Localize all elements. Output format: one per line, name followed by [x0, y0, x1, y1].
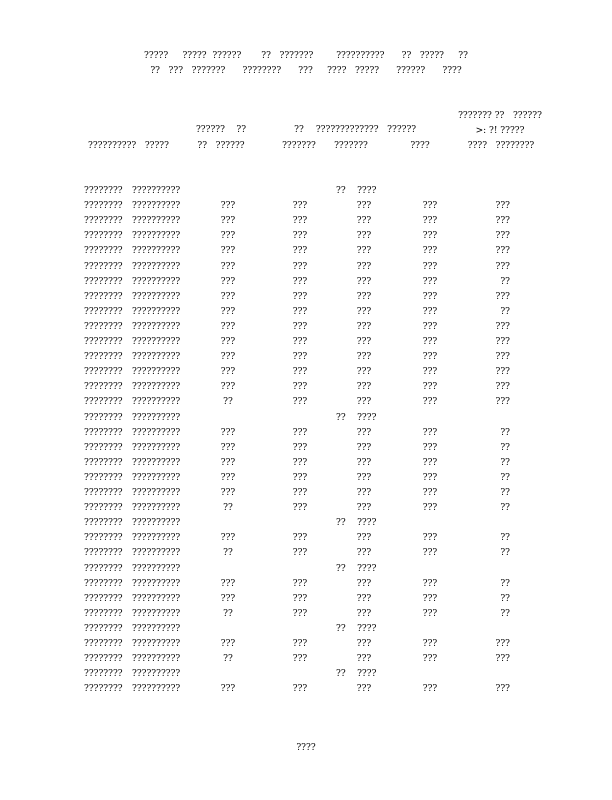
- row-value-c: ???: [356, 548, 372, 559]
- table-row: [0, 456, 612, 471]
- row-value-e: ??: [500, 276, 510, 287]
- row-value-e: ???: [495, 231, 510, 242]
- row-value-e: ??: [500, 503, 510, 514]
- row-value-e: ??: [500, 548, 510, 559]
- row-value-d: ???: [422, 306, 438, 317]
- row-value-e: ??: [500, 457, 510, 468]
- row-subid: ??????????: [132, 186, 181, 196]
- row-value-c: ???: [356, 427, 372, 438]
- row-value-a: ???: [220, 201, 236, 212]
- row-value-b: ???: [292, 261, 308, 272]
- row-id: ????????: [84, 608, 123, 619]
- row-id: ????????: [84, 654, 123, 665]
- table-row: [0, 562, 612, 577]
- row-subid: ??????????: [132, 352, 181, 363]
- row-value-d: ???: [422, 639, 438, 649]
- row-subid: ??????????: [132, 654, 181, 665]
- row-value-d: ???: [422, 382, 438, 393]
- row-value-e: ???: [495, 382, 510, 393]
- row-value-d: ???: [422, 442, 438, 453]
- row-value-e: ??: [500, 488, 510, 498]
- row-value-a: ???: [220, 276, 236, 287]
- row-subid: ??????????: [132, 382, 181, 393]
- table-row: [0, 441, 612, 456]
- row-value-e: ???: [495, 352, 510, 363]
- table-row: [0, 214, 612, 229]
- row-subid: ??????????: [132, 684, 181, 695]
- row-value-c: ???: [356, 201, 372, 212]
- row-value-b: ???: [292, 382, 308, 393]
- table-row: [0, 275, 612, 290]
- row-value-b: ???: [292, 548, 308, 559]
- table-row: [0, 395, 612, 410]
- row-value-d: ???: [422, 337, 438, 347]
- row-id: ????????: [84, 291, 123, 302]
- row-value-b: ???: [292, 457, 308, 468]
- row-value-b: ???: [292, 352, 308, 363]
- row-value-e: ??: [500, 427, 510, 438]
- row-group-label: ?? ????: [336, 623, 377, 634]
- table-row: [0, 607, 612, 622]
- row-value-c: ???: [356, 306, 372, 317]
- row-value-c: ???: [356, 639, 372, 649]
- row-value-a: ???: [220, 246, 236, 257]
- row-value-d: ???: [422, 231, 438, 242]
- table-row: [0, 335, 612, 350]
- row-value-c: ???: [356, 291, 372, 302]
- table-row: [0, 380, 612, 395]
- row-subid: ??????????: [132, 261, 181, 272]
- table-row: [0, 667, 612, 682]
- row-value-b: ???: [292, 503, 308, 514]
- row-value-d: ???: [422, 548, 438, 559]
- row-value-d: ???: [422, 352, 438, 363]
- row-value-d: ???: [422, 593, 438, 604]
- row-subid: ??????????: [132, 608, 181, 619]
- table-row: [0, 244, 612, 259]
- row-value-a: ???: [220, 533, 236, 544]
- row-value-a: ???: [220, 216, 236, 227]
- table-row: [0, 411, 612, 426]
- row-id: ????????: [84, 397, 123, 408]
- row-value-c: ???: [356, 654, 372, 665]
- row-value-d: ???: [422, 427, 438, 438]
- row-value-e: ??: [500, 533, 510, 544]
- row-value-d: ???: [422, 684, 438, 695]
- row-id: ????????: [84, 367, 123, 378]
- row-id: ????????: [84, 503, 123, 514]
- row-subid: ??????????: [132, 533, 181, 544]
- table-row: [0, 516, 612, 531]
- table-row: [0, 320, 612, 335]
- row-subid: ??????????: [132, 276, 181, 287]
- col5-header-line-2: ???????: [334, 141, 368, 151]
- row-value-c: ???: [356, 231, 372, 242]
- row-group-label: ?? ????: [336, 186, 377, 196]
- page-footer: ????: [296, 743, 316, 753]
- row-value-d: ???: [422, 488, 438, 498]
- row-value-a: ??: [223, 608, 233, 619]
- col5-header-line-1: ????????????? ??????: [315, 125, 417, 135]
- table-row: [0, 682, 612, 697]
- row-subid: ??????????: [132, 201, 181, 212]
- row-value-d: ???: [422, 261, 438, 272]
- row-value-a: ???: [220, 367, 236, 378]
- document-title-line-2: ?? ??? ??????? ???????? ??? ???? ????? ?????? ????: [150, 66, 462, 76]
- table-row: [0, 622, 612, 637]
- row-value-d: ???: [422, 216, 438, 227]
- row-id: ????????: [84, 518, 123, 529]
- row-id: ????????: [84, 261, 123, 272]
- row-value-a: ???: [220, 291, 236, 302]
- row-value-d: ???: [422, 472, 438, 483]
- row-subid: ??????????: [132, 397, 181, 408]
- row-subid: ??????????: [132, 548, 181, 559]
- row-value-d: ???: [422, 457, 438, 468]
- row-value-d: ???: [422, 533, 438, 544]
- row-value-a: ???: [220, 321, 236, 332]
- row-subid: ??????????: [132, 246, 181, 257]
- row-value-a: ???: [220, 457, 236, 468]
- row-subid: ??????????: [132, 457, 181, 468]
- row-value-d: ???: [422, 503, 438, 514]
- row-value-b: ???: [292, 488, 308, 498]
- row-value-c: ???: [356, 382, 372, 393]
- col3-header-line-2: ?? ??????: [197, 141, 245, 151]
- row-id: ????????: [84, 186, 123, 196]
- row-value-e: ???: [495, 201, 510, 212]
- row-value-b: ???: [292, 654, 308, 665]
- col4-header-line-2: ???????: [282, 141, 316, 151]
- row-id: ????????: [84, 457, 123, 468]
- row-subid: ??????????: [132, 427, 181, 438]
- row-value-a: ???: [220, 261, 236, 272]
- row-value-b: ???: [292, 472, 308, 483]
- row-id: ????????: [84, 427, 123, 438]
- row-value-e: ???: [495, 291, 510, 302]
- table-row: [0, 229, 612, 244]
- row-value-a: ??: [223, 654, 233, 665]
- row-group-label: ?? ????: [336, 563, 377, 574]
- row-value-d: ???: [422, 397, 438, 408]
- row-group-label: ?? ????: [336, 669, 377, 680]
- table-row: [0, 501, 612, 516]
- table-row: [0, 184, 612, 199]
- row-value-d: ???: [422, 276, 438, 287]
- row-subid: ??????????: [132, 231, 181, 242]
- row-subid: ??????????: [132, 639, 181, 649]
- row-id: ????????: [84, 442, 123, 453]
- row-value-b: ???: [292, 246, 308, 257]
- row-value-e: ???: [495, 216, 510, 227]
- table-row: [0, 426, 612, 441]
- row-id: ????????: [84, 231, 123, 242]
- row-value-c: ???: [356, 261, 372, 272]
- row-value-a: ???: [220, 488, 236, 498]
- row-value-e: ??: [500, 442, 510, 453]
- table-row: [0, 531, 612, 546]
- row-id: ????????: [84, 276, 123, 287]
- row-value-b: ???: [292, 201, 308, 212]
- row-value-a: ???: [220, 472, 236, 483]
- table-row: [0, 199, 612, 214]
- row-value-a: ???: [220, 382, 236, 393]
- row-value-e: ??: [500, 306, 510, 317]
- row-subid: ??????????: [132, 321, 181, 332]
- row-id: ????????: [84, 382, 123, 393]
- row-value-c: ???: [356, 472, 372, 483]
- row-value-c: ???: [356, 578, 372, 589]
- row-id: ????????: [84, 472, 123, 483]
- row-value-a: ???: [220, 442, 236, 453]
- col3-header-line-1: ?????? ??: [195, 125, 247, 135]
- row-subid: ??????????: [132, 623, 181, 634]
- row-value-c: ???: [356, 337, 372, 347]
- row-value-c: ???: [356, 352, 372, 363]
- row-subid: ??????????: [132, 412, 181, 423]
- row-value-e: ???: [495, 246, 510, 257]
- row-id: ????????: [84, 684, 123, 695]
- row-value-c: ???: [356, 276, 372, 287]
- row-value-b: ???: [292, 533, 308, 544]
- row-value-b: ???: [292, 367, 308, 378]
- table-row: [0, 305, 612, 320]
- row-subid: ??????????: [132, 593, 181, 604]
- row-value-c: ???: [356, 503, 372, 514]
- row-value-b: ???: [292, 639, 308, 649]
- row-value-e: ???: [495, 684, 510, 695]
- col7-header-line-1: ??????? ?? ??????: [458, 111, 542, 121]
- row-id: ????????: [84, 669, 123, 680]
- row-value-c: ???: [356, 367, 372, 378]
- row-subid: ??????????: [132, 503, 181, 514]
- row-value-a: ??: [223, 548, 233, 559]
- table-row: [0, 546, 612, 561]
- row-value-d: ???: [422, 291, 438, 302]
- row-subid: ??????????: [132, 488, 181, 498]
- row-value-b: ???: [292, 578, 308, 589]
- table-row: [0, 486, 612, 501]
- row-id: ????????: [84, 246, 123, 257]
- document-title-line-1: ????? ????? ?????? ?? ??????? ?????????? ?? ????? ??: [144, 51, 468, 61]
- row-value-b: ???: [292, 684, 308, 695]
- row-value-e: ???: [495, 654, 510, 665]
- table-row: [0, 350, 612, 365]
- row-value-a: ???: [220, 593, 236, 604]
- row-value-c: ???: [356, 593, 372, 604]
- row-value-c: ???: [356, 684, 372, 695]
- row-value-a: ???: [220, 639, 236, 649]
- row-value-b: ???: [292, 231, 308, 242]
- row-value-c: ???: [356, 397, 372, 408]
- row-value-c: ???: [356, 442, 372, 453]
- row-value-c: ???: [356, 321, 372, 332]
- row-subid: ??????????: [132, 578, 181, 589]
- row-value-e: ???: [495, 367, 510, 378]
- row-id: ????????: [84, 548, 123, 559]
- row-value-a: ???: [220, 337, 236, 347]
- table-row: [0, 577, 612, 592]
- row-value-b: ???: [292, 593, 308, 604]
- row-value-a: ???: [220, 684, 236, 695]
- row-id: ????????: [84, 639, 123, 649]
- row-subid: ??????????: [132, 337, 181, 347]
- table-row: [0, 652, 612, 667]
- row-value-e: ???: [495, 321, 510, 332]
- row-value-e: ??: [500, 608, 510, 619]
- row-value-d: ???: [422, 201, 438, 212]
- row-value-b: ???: [292, 291, 308, 302]
- table-row: [0, 290, 612, 305]
- row-id: ????????: [84, 201, 123, 212]
- row-subid: ??????????: [132, 442, 181, 453]
- col7-header-line-3: ???? ????????: [467, 141, 535, 151]
- row-subid: ??????????: [132, 472, 181, 483]
- row-id: ????????: [84, 593, 123, 604]
- row-value-a: ???: [220, 427, 236, 438]
- row-subid: ??????????: [132, 306, 181, 317]
- row-value-e: ??: [500, 593, 510, 604]
- row-value-e: ???: [495, 639, 510, 649]
- row-value-b: ???: [292, 321, 308, 332]
- row-subid: ??????????: [132, 669, 181, 680]
- table-row: [0, 637, 612, 652]
- row-value-b: ???: [292, 276, 308, 287]
- row-value-d: ???: [422, 654, 438, 665]
- col1-header: ?????????? ?????: [88, 141, 169, 151]
- col6-header-line-2: ????: [410, 141, 430, 151]
- row-id: ????????: [84, 563, 123, 574]
- table-row: [0, 365, 612, 380]
- row-value-c: ???: [356, 488, 372, 498]
- row-subid: ??????????: [132, 367, 181, 378]
- row-value-d: ???: [422, 608, 438, 619]
- row-id: ????????: [84, 623, 123, 634]
- row-value-b: ???: [292, 306, 308, 317]
- row-id: ????????: [84, 488, 123, 498]
- row-value-a: ???: [220, 231, 236, 242]
- row-value-c: ???: [356, 533, 372, 544]
- row-id: ????????: [84, 352, 123, 363]
- row-value-b: ???: [292, 427, 308, 438]
- table-row: [0, 592, 612, 607]
- row-value-d: ???: [422, 578, 438, 589]
- table-row: [0, 471, 612, 486]
- row-value-e: ??: [500, 472, 510, 483]
- row-value-e: ??: [500, 578, 510, 589]
- row-value-e: ???: [495, 261, 510, 272]
- row-group-label: ?? ????: [336, 412, 377, 423]
- row-value-c: ???: [356, 457, 372, 468]
- row-value-b: ???: [292, 337, 308, 347]
- row-value-e: ???: [495, 337, 510, 347]
- row-subid: ??????????: [132, 291, 181, 302]
- row-value-c: ???: [356, 216, 372, 227]
- table-row: [0, 260, 612, 275]
- row-value-b: ???: [292, 216, 308, 227]
- row-value-e: ???: [495, 397, 510, 408]
- row-value-c: ???: [356, 608, 372, 619]
- row-value-d: ???: [422, 367, 438, 378]
- row-value-b: ???: [292, 397, 308, 408]
- row-value-a: ???: [220, 306, 236, 317]
- row-value-d: ???: [422, 321, 438, 332]
- row-value-a: ??: [223, 397, 233, 408]
- row-value-d: ???: [422, 246, 438, 257]
- row-value-b: ???: [292, 608, 308, 619]
- row-id: ????????: [84, 578, 123, 589]
- row-subid: ??????????: [132, 216, 181, 227]
- row-subid: ??????????: [132, 518, 181, 529]
- row-subid: ??????????: [132, 563, 181, 574]
- row-value-c: ???: [356, 246, 372, 257]
- row-value-b: ???: [292, 442, 308, 453]
- row-group-label: ?? ????: [336, 518, 377, 529]
- row-value-a: ???: [220, 352, 236, 363]
- col7-header-line-2: >: ?! ?????: [475, 126, 525, 136]
- row-value-a: ??: [223, 503, 233, 514]
- row-id: ????????: [84, 321, 123, 332]
- col4-header-line-1: ??: [294, 125, 304, 135]
- row-id: ????????: [84, 533, 123, 544]
- row-id: ????????: [84, 216, 123, 227]
- row-id: ????????: [84, 306, 123, 317]
- row-id: ????????: [84, 337, 123, 347]
- row-value-a: ???: [220, 578, 236, 589]
- row-id: ????????: [84, 412, 123, 423]
